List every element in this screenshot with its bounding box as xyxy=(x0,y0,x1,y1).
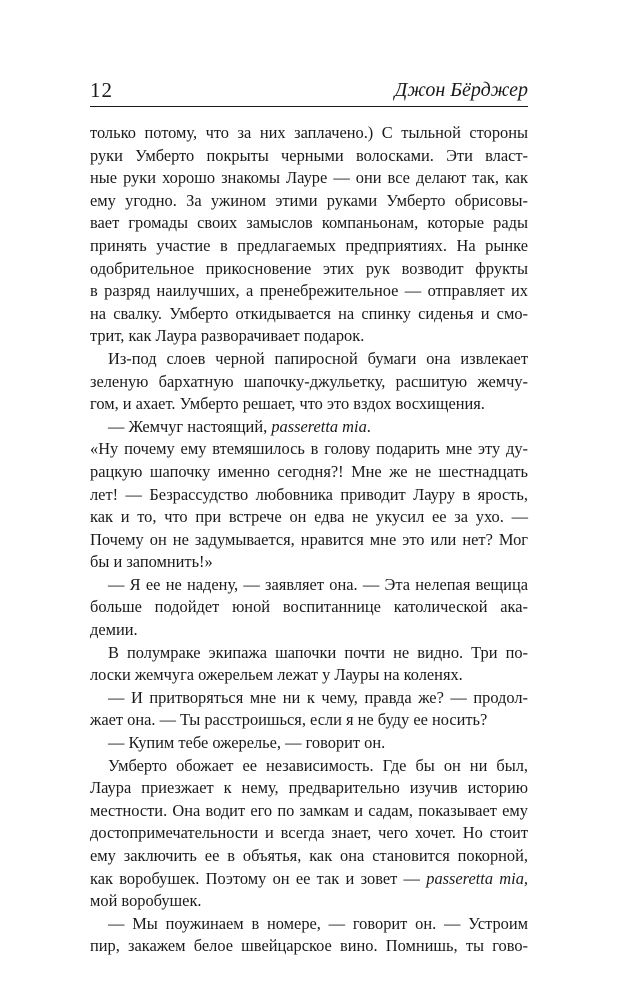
text-run: трит, как Лаура разворачивает подарок. xyxy=(90,326,365,346)
text-run: как воробушек. Поэтому он ее так и зовет — xyxy=(90,868,427,888)
text-run: Почему он не задумывается, нравится мне это или нет? Мог xyxy=(90,529,528,549)
text-run: бы и запомнить!» xyxy=(90,552,213,572)
text-line xyxy=(90,732,528,755)
text-line xyxy=(90,348,528,371)
text-line xyxy=(90,212,528,235)
text-line xyxy=(90,687,528,710)
text-line xyxy=(90,800,528,823)
text-run: на свалку. Умберто откидывается на спинку сиденья и смо- xyxy=(90,303,528,323)
text-line xyxy=(90,822,528,845)
text-line xyxy=(90,303,528,326)
text-run: руки Умберто покрыты черными волосками. Эти власт- xyxy=(90,145,528,165)
header-rule xyxy=(90,106,528,107)
text-line xyxy=(90,393,528,416)
text-run: демии. xyxy=(90,620,138,640)
text-line xyxy=(90,709,528,732)
text-run: гом, и ахает. Умберто решает, что это вздох восхищения. xyxy=(90,394,485,414)
text-run: принять участие в предлагаемых предприятиях. На рынке xyxy=(90,235,528,255)
text-run: лет! — Безрассудство любовника приводит Лауру в ярость, xyxy=(90,484,528,504)
text-line xyxy=(90,551,528,574)
text-line xyxy=(90,845,528,868)
text-run: вает громады своих замыслов компаньонам, которые рады xyxy=(90,213,528,233)
text-run: — И притворяться мне ни к чему, правда же? — продол- xyxy=(108,687,528,707)
text-line xyxy=(90,868,528,891)
body-text xyxy=(90,122,528,958)
text-run: ные руки хорошо знакомы Лауре — они все делают так, как xyxy=(90,168,528,188)
text-run: в разряд наилучших, а пренебрежительное — отправляет их xyxy=(90,281,528,301)
text-run: «Ну почему ему втемяшилось в голову подарить мне эту ду- xyxy=(90,439,528,459)
text-line xyxy=(90,461,528,484)
text-run: лоски жемчуга ожерельем лежат у Лауры на коленях. xyxy=(90,665,463,685)
text-run: ему угодно. За ужином этими руками Умберто обрисовы- xyxy=(90,190,528,210)
text-line xyxy=(90,190,528,213)
text-run: одобрительное прикосновение этих рук возводит фрукты xyxy=(90,258,528,278)
page-header xyxy=(90,78,528,104)
text-run: мой воробушек. xyxy=(90,891,202,911)
text-line xyxy=(90,438,528,461)
text-run: пир, закажем белое швейцарское вино. Помнишь, ты гово- xyxy=(90,936,528,956)
text-run: только потому, что за них заплачено.) С тыльной стороны xyxy=(90,123,528,142)
text-run: больше подойдет юной воспитаннице католической ака- xyxy=(90,597,528,617)
text-run: Из-под слоев черной папиросной бумаги она извлекает xyxy=(108,348,528,368)
running-title: Джон Бёрджер xyxy=(394,79,528,101)
text-line xyxy=(90,416,528,439)
italic-run: passeretta mia, xyxy=(426,868,528,888)
text-line xyxy=(90,664,528,687)
text-run: — Купим тебе ожерелье, — говорит он. xyxy=(108,733,386,753)
text-run: достопримечательности и всегда знает, чего хочет. Но стоит xyxy=(90,823,528,843)
text-line xyxy=(90,935,528,958)
text-line xyxy=(90,506,528,529)
text-line xyxy=(90,890,528,913)
text-run: ему заключить ее в объятья, как она становится покорной, xyxy=(90,846,528,865)
text-line xyxy=(90,371,528,394)
text-line xyxy=(90,280,528,303)
text-line xyxy=(90,235,528,258)
text-line xyxy=(90,642,528,665)
text-run: местности. Она водит его по замкам и садам, показывает ему xyxy=(90,800,528,820)
text-run: как и то, что при встрече он едва не укусил ее за ухо. — xyxy=(90,507,528,527)
text-line xyxy=(90,777,528,800)
page-number: 12 xyxy=(90,78,113,102)
text-run: зеленую бархатную шапочку-джульетку, расшитую жемчу- xyxy=(90,371,528,391)
text-line xyxy=(90,145,528,168)
text-run: — Мы поужинаем в номере, — говорит он. — Устроим xyxy=(108,913,528,933)
text-line xyxy=(90,913,528,936)
text-line xyxy=(90,529,528,552)
text-run: — Я ее не надену, — заявляет она. — Эта нелепая вещица xyxy=(108,574,528,594)
text-run: жает она. — Ты расстроишься, если я не буду ее носить? xyxy=(90,710,488,730)
text-line xyxy=(90,596,528,619)
text-line xyxy=(90,167,528,190)
text-run: — Жемчуг настоящий, xyxy=(108,416,272,436)
text-line xyxy=(90,258,528,281)
text-run: Умберто обожает ее независимость. Где бы он ни был, xyxy=(108,755,528,775)
text-run: Лаура приезжает к нему, предварительно изучив историю xyxy=(90,778,528,798)
text-line xyxy=(90,122,528,145)
text-run: рацкую шапочку именно сегодня?! Мне же не шестнадцать xyxy=(90,461,528,481)
text-run: . xyxy=(366,416,371,436)
text-run: В полумраке экипажа шапочки почти не видно. Три по- xyxy=(108,642,528,662)
text-line xyxy=(90,619,528,642)
text-line xyxy=(90,755,528,778)
text-line xyxy=(90,484,528,507)
italic-run: passeretta mia xyxy=(271,416,367,436)
text-line xyxy=(90,574,528,597)
text-line xyxy=(90,325,528,348)
